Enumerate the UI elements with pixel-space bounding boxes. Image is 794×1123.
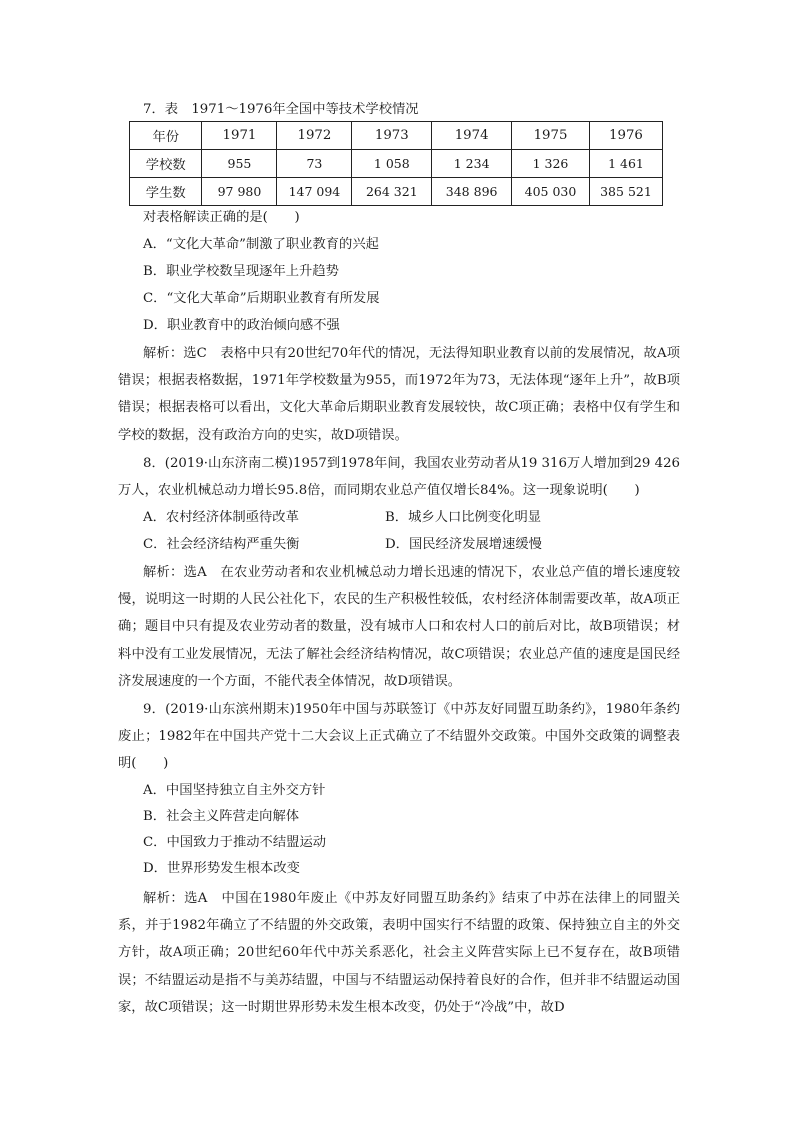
q8-option-b: B．城乡人口比例变化明显 — [385, 510, 542, 525]
q7-table-title: 7．表 1971～1976年全国中等技术学校情况 — [143, 102, 419, 117]
q9-stem: 9．(2019·山东滨州期末)1950年中国与苏联签订《中苏友好同盟互助条约》，1980年条约废止；1982年在中国共产党十二大会议上正式确立了不结盟外交政策。中国外交政策的调整表明( ) — [118, 702, 680, 772]
table-row — [130, 150, 663, 178]
table-row — [130, 178, 663, 206]
table-cell: 1 461 — [589, 150, 662, 178]
q9-option-a: A．中国坚持独立自主外交方针 — [143, 783, 326, 798]
table-row-header: 学校数 — [130, 150, 202, 178]
q8-option-a: A．农村经济体制亟待改革 — [143, 510, 299, 525]
table-row-header: 学生数 — [130, 178, 202, 206]
q9-option-c: C．中国致力于推动不结盟运动 — [143, 835, 327, 850]
q8-option-d: D．国民经济发展增速缓慢 — [385, 537, 542, 552]
table-cell: 1 234 — [432, 150, 512, 178]
table-cell: 1973 — [352, 122, 432, 150]
table-cell: 73 — [277, 150, 352, 178]
table-cell: 147 094 — [277, 178, 352, 206]
table-cell: 405 030 — [512, 178, 590, 206]
table-cell: 1 058 — [352, 150, 432, 178]
table-cell: 97 980 — [202, 178, 277, 206]
q7-option-a: A．“文化大革命”制激了职业教育的兴起 — [143, 237, 379, 252]
table-row-header: 年份 — [130, 122, 202, 150]
table-cell: 264 321 — [352, 178, 432, 206]
q9-option-d: D．世界形势发生根本改变 — [143, 861, 300, 876]
q7-option-d: D．职业教育中的政治倾向感不强 — [143, 318, 340, 333]
table-row — [130, 122, 663, 150]
table-cell: 385 521 — [589, 178, 662, 206]
q7-data-table — [129, 121, 663, 206]
q8-stem: 8．(2019·山东济南二模)1957到1978年间，我国农业劳动者从19 316万人增加到29 426万人，农业机械总动力增长95.8倍，而同期农业总产值仅增长84%。这一现象说明( ) — [118, 456, 680, 499]
table-cell: 1975 — [512, 122, 590, 150]
q9-analysis: 解析：选A 中国在1980年废止《中苏友好同盟互助条约》结束了中苏在法律上的同盟关系，并于1982年确立了不结盟的外交政策，表明中国实行不结盟的政策、保持独立自主的外交方针，故A项正确；20世纪60年代中苏关系恶化，社会主义阵营实际上已不复存在，故B项错误；不结盟运动是指不与美苏结盟，中国与不结盟运动保持着良好的合作，但并非不结盟运动国家，故C项错误；这一时期世界形势未发生根本改变，仍处于“冷战”中，故D — [118, 891, 680, 1015]
q7-option-c: C．“文化大革命”后期职业教育有所发展 — [143, 291, 380, 306]
q7-option-b: B．职业学校数呈现逐年上升趋势 — [143, 264, 339, 279]
table-cell: 1972 — [277, 122, 352, 150]
q7-stem: 对表格解读正确的是( ) — [143, 210, 300, 225]
q9-option-b: B．社会主义阵营走向解体 — [143, 809, 300, 824]
table-cell: 1974 — [432, 122, 512, 150]
table-cell: 1976 — [589, 122, 662, 150]
table-cell: 348 896 — [432, 178, 512, 206]
q8-analysis: 解析：选A 在农业劳动者和农业机械总动力增长迅速的情况下，农业总产值的增长速度较慢，说明这一时期的人民公社化下，农民的生产积极性较低，农村经济体制需要改革，故A项正确；题目中只有提及农业劳动者的数量，没有城市人口和农村人口的前后对比，故B项错误；材料中没有工业发展情况，无法了解社会经济结构情况，故C项错误；农业总产值的速度是国民经济发展速度的一个方面，不能代表全体情况，故D项错误。 — [118, 565, 680, 689]
q8-option-c: C．社会经济结构严重失衡 — [143, 537, 300, 552]
q7-analysis: 解析：选C 表格中只有20世纪70年代的情况，无法得知职业教育以前的发展情况，故A项错误；根据表格数据，1971年学校数量为955，而1972年为73，无法体现“逐年上升”，故B项错误；根据表格可以看出，文化大革命后期职业教育发展较快，故C项正确；表格中仅有学生和学校的数据，没有政治方向的史实，故D项错误。 — [118, 346, 680, 443]
table-cell: 1971 — [202, 122, 277, 150]
table-cell: 1 326 — [512, 150, 590, 178]
table-cell: 955 — [202, 150, 277, 178]
